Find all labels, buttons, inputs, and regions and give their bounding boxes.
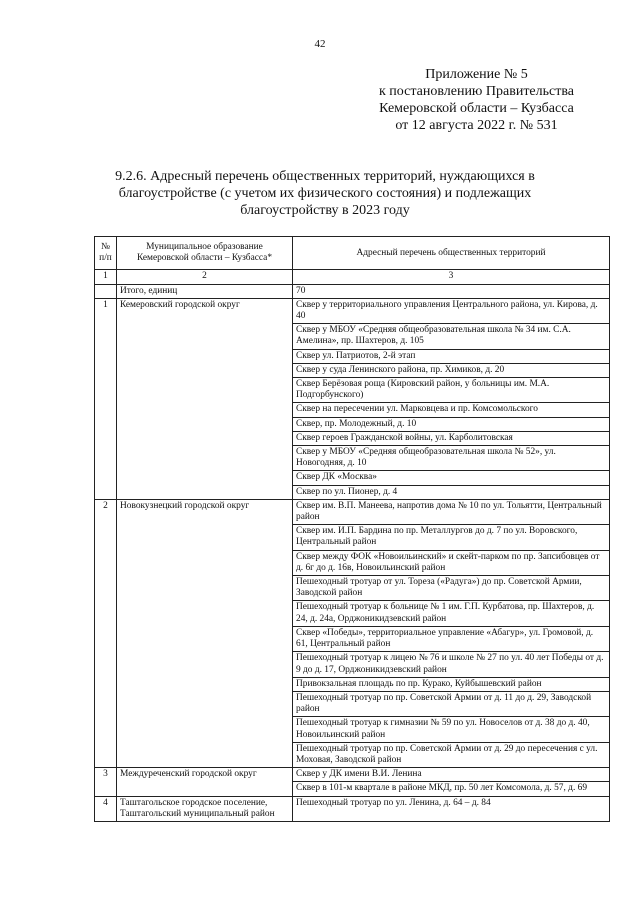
- table-row: [95, 298, 610, 323]
- row-number: 3: [95, 768, 117, 796]
- territory-address: Пешеходный тротуар по ул. Ленина, д. 64 – д. 84: [293, 796, 610, 821]
- territory-address: Сквер ул. Патриотов, 2-й этап: [293, 349, 610, 363]
- municipality-name: Таштагольское городское поселение, Таштагольский муниципальный район: [117, 796, 293, 821]
- appendix-line: Кемеровской области – Кузбасса: [379, 101, 574, 116]
- appendix-line: к постановлению Правительства: [378, 84, 574, 99]
- row-number: 2: [95, 499, 117, 767]
- territory-address: Сквер в 101-м квартале в районе МКД, пр. 50 лет Комсомола, д. 57, д. 69: [293, 782, 610, 796]
- header-list: Адресный перечень общественных территорий: [293, 237, 610, 270]
- total-label: Итого, единиц: [117, 284, 293, 298]
- total-empty-cell: [95, 284, 117, 298]
- table-row: [95, 768, 610, 782]
- column-index: 2: [117, 270, 293, 284]
- municipality-name: Новокузнецкий городской округ: [117, 499, 293, 767]
- territory-address: Сквер ДК «Москва»: [293, 471, 610, 485]
- row-number: 4: [95, 796, 117, 821]
- column-index: 1: [95, 270, 117, 284]
- territory-address: Сквер по ул. Пионер, д. 4: [293, 485, 610, 499]
- territories-table: [94, 236, 610, 822]
- territory-address: Сквер у суда Ленинского района, пр. Химиков, д. 20: [293, 363, 610, 377]
- column-index-row: [95, 270, 610, 284]
- territory-address: Пешеходный тротуар к гимназии № 59 по ул. Новоселов от д. 38 до д. 40, Новоильинский район: [293, 717, 610, 742]
- territory-address: Сквер у ДК имени В.И. Ленина: [293, 768, 610, 782]
- territory-address: Сквер им. В.П. Манеева, напротив дома № 10 по ул. Тольятти, Центральный район: [293, 499, 610, 524]
- territory-address: Привокзальная площадь по пр. Курако, Куйбышевский район: [293, 677, 610, 691]
- total-value: 70: [293, 284, 610, 298]
- appendix-line: от 12 августа 2022 г. № 531: [395, 118, 558, 133]
- territory-address: Сквер им. И.П. Бардина по пр. Металлургов до д. 7 по ул. Воровского, Центральный район: [293, 525, 610, 550]
- territory-address: Пешеходный тротуар к больнице № 1 им. Г.П. Курбатова, пр. Шахтеров, д. 24, д. 24а, Орджоникидзевский район: [293, 601, 610, 626]
- document-title: 9.2.6. Адресный перечень общественных территорий, нуждающихся в благоустройстве (с учетом их физического состояния) и подлежащих благоустройству в 2023 году: [115, 169, 535, 218]
- territory-address: Пешеходный тротуар по пр. Советской Армии от д. 29 до пересечения с ул. Моховая, Заводской район: [293, 742, 610, 767]
- municipality-name: Кемеровский городской округ: [117, 298, 293, 499]
- territory-address: Сквер «Победы», территориальное управление «Абагур», ул. Громовой, д. 61, Центральный район: [293, 626, 610, 651]
- appendix-header: [379, 66, 574, 134]
- column-index: 3: [293, 270, 610, 284]
- territory-address: Сквер у территориального управления Центрального района, ул. Кирова, д. 40: [293, 298, 610, 323]
- territory-address: Сквер между ФОК «Новоильинский» и скейт-парком по пр. Запсибовцев от д. 6г до д. 16в, Новоильинский район: [293, 550, 610, 575]
- municipality-name: Междуреченский городской округ: [117, 768, 293, 796]
- table-header-row: [95, 237, 610, 270]
- territory-address: Сквер у МБОУ «Средняя общеобразовательная школа № 34 им. С.А. Амелина», пр. Шахтеров, д. 105: [293, 324, 610, 349]
- territory-address: Сквер героев Гражданской войны, ул. Карболитовская: [293, 431, 610, 445]
- territory-address: Пешеходный тротуар к лицею № 76 и школе № 27 по ул. 40 лет Победы от д. 9 до д. 17, Орджоникидзевский район: [293, 652, 610, 677]
- row-number: 1: [95, 298, 117, 499]
- territory-address: Сквер на пересечении ул. Марковцева и пр. Комсомольского: [293, 403, 610, 417]
- territory-address: Сквер, пр. Молодежный, д. 10: [293, 417, 610, 431]
- page-number: 42: [314, 38, 326, 50]
- total-row: [95, 284, 610, 298]
- header-num: № п/п: [95, 237, 117, 270]
- appendix-line: Приложение № 5: [425, 67, 528, 82]
- table-row: [95, 796, 610, 821]
- territory-address: Сквер у МБОУ «Средняя общеобразовательная школа № 52», ул. Новогодняя, д. 10: [293, 446, 610, 471]
- territory-address: Пешеходный тротуар по пр. Советской Армии от д. 11 до д. 29, Заводской район: [293, 691, 610, 716]
- table-row: [95, 499, 610, 524]
- territory-address: Сквер Берёзовая роща (Кировский район, у больницы им. М.А. Подгорбунского): [293, 378, 610, 403]
- header-municipality: Муниципальное образование Кемеровской области – Кузбасса*: [117, 237, 293, 270]
- territory-address: Пешеходный тротуар от ул. Тореза («Радуга») до пр. Советской Армии, Заводской район: [293, 576, 610, 601]
